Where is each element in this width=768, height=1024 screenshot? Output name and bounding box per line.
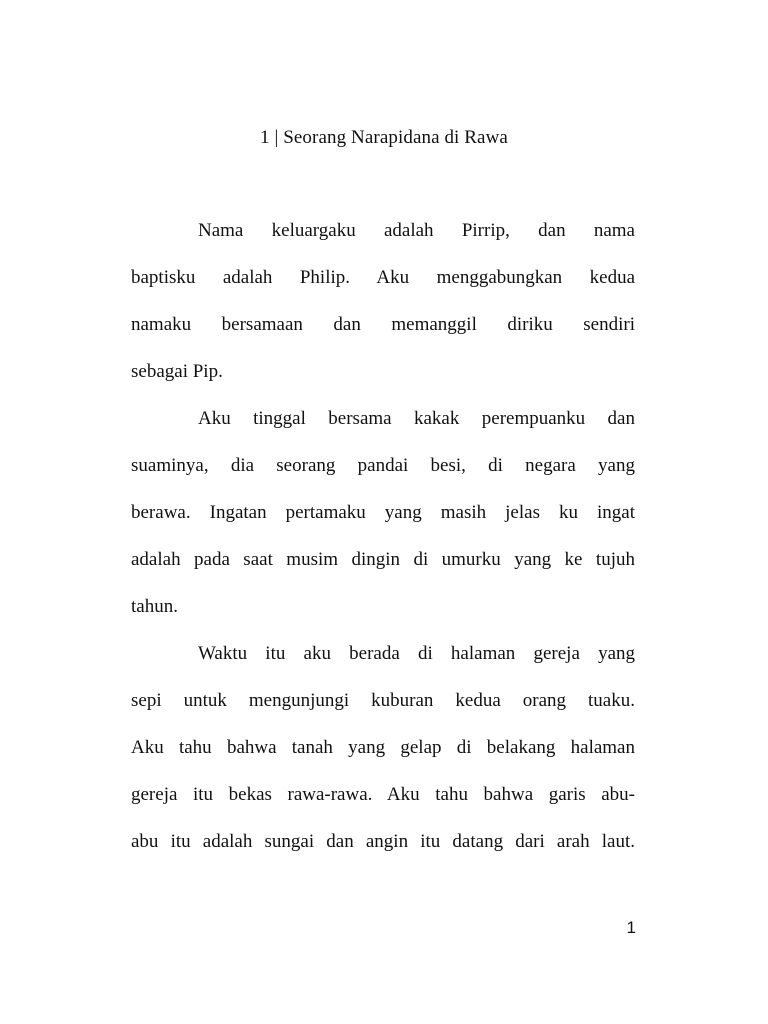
paragraph-2-line-2: suaminya, dia seorang pandai besi, di negara yang bbox=[131, 455, 635, 476]
paragraph-1-line-4: sebagai Pip. bbox=[131, 361, 223, 382]
paragraph-2-line-3: berawa. Ingatan pertamaku yang masih jelas ku ingat bbox=[131, 502, 635, 523]
chapter-title: 1 | Seorang Narapidana di Rawa bbox=[260, 127, 508, 148]
paragraph-3-line-3: Aku tahu bahwa tanah yang gelap di belakang halaman bbox=[131, 737, 635, 758]
paragraph-1-line-2: baptisku adalah Philip. Aku menggabungkan kedua bbox=[131, 267, 635, 288]
paragraph-2-line-1: Aku tinggal bersama kakak perempuanku dan bbox=[198, 408, 635, 429]
paragraph-3-line-4: gereja itu bekas rawa-rawa. Aku tahu bahwa garis abu- bbox=[131, 784, 635, 805]
paragraph-3-line-2: sepi untuk mengunjungi kuburan kedua orang tuaku. bbox=[131, 690, 635, 711]
paragraph-3-line-5: abu itu adalah sungai dan angin itu datang dari arah laut. bbox=[131, 831, 635, 852]
paragraph-2-line-4: adalah pada saat musim dingin di umurku yang ke tujuh bbox=[131, 549, 635, 570]
paragraph-3-line-1: Waktu itu aku berada di halaman gereja yang bbox=[198, 643, 635, 664]
page-number: 1 bbox=[626, 918, 636, 937]
paragraph-2-line-5: tahun. bbox=[131, 596, 178, 617]
body-text bbox=[131, 217, 635, 875]
paragraph-1-line-3: namaku bersamaan dan memanggil diriku sendiri bbox=[131, 314, 635, 335]
paragraph-1-line-1: Nama keluargaku adalah Pirrip, dan nama bbox=[198, 220, 635, 241]
